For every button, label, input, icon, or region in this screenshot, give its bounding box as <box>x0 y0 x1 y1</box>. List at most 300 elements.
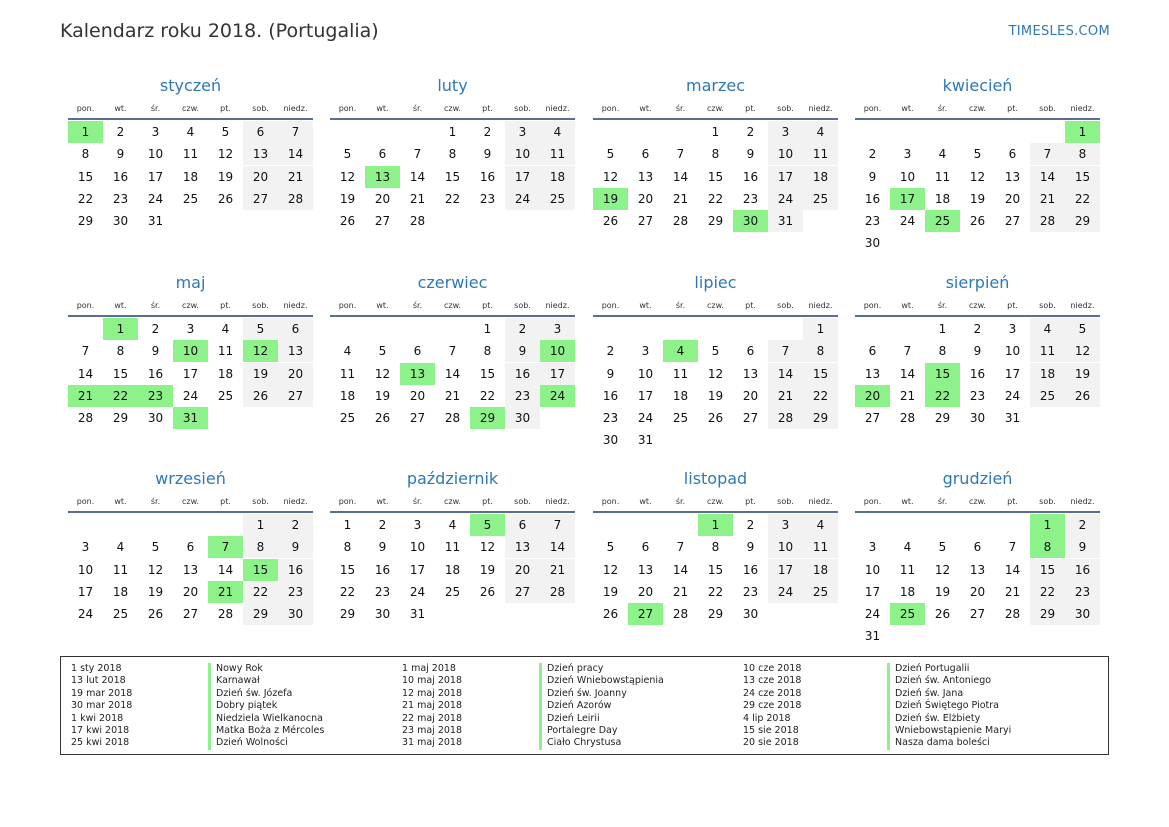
day-cell: 15 <box>707 562 724 577</box>
day-cell: 31 <box>864 629 881 644</box>
weekday-label: niedz. <box>1070 104 1095 113</box>
empty-cell <box>173 514 208 536</box>
legend-holiday-name: Dobry piątek <box>216 700 278 712</box>
day-cell: 16 <box>278 559 313 581</box>
day-cell: 2 <box>116 125 125 139</box>
day-cell: 11 <box>444 540 461 555</box>
month-name: listopad <box>683 469 748 488</box>
week-row <box>68 536 313 558</box>
day-cell: 1 <box>103 318 138 340</box>
day-cell: 8 <box>243 536 278 558</box>
day-cell: 15 <box>803 363 838 385</box>
day-cell: 6 <box>505 514 540 536</box>
day-cell: 8 <box>483 344 492 359</box>
day-cell: 13 <box>969 562 986 577</box>
day-cell: 23 <box>112 191 129 206</box>
day-cell: 12 <box>147 562 164 577</box>
month-12 <box>855 465 1100 648</box>
day-cell: 19 <box>339 191 356 206</box>
weekday-label: pt. <box>482 497 493 506</box>
empty-cell <box>540 603 575 625</box>
day-cell: 24 <box>768 581 803 603</box>
day-cell: 23 <box>278 581 313 603</box>
weekday-label: śr. <box>675 301 686 310</box>
day-cell: 18 <box>672 388 689 403</box>
week-row <box>855 625 1100 647</box>
empty-cell <box>1030 625 1065 647</box>
weekday-label: czw. <box>182 497 199 506</box>
day-cell: 28 <box>1030 210 1065 232</box>
day-cell: 3 <box>186 322 195 336</box>
month-7 <box>593 269 838 452</box>
month-name: styczeń <box>159 76 222 95</box>
weekday-label: śr. <box>412 497 423 506</box>
empty-cell <box>890 625 925 647</box>
day-cell: 24 <box>1004 388 1021 403</box>
months-grid <box>68 72 1102 648</box>
empty-cell <box>435 210 470 232</box>
legend-names-col-3 <box>887 663 1011 750</box>
day-cell: 19 <box>707 388 724 403</box>
day-cell: 28 <box>1004 607 1021 622</box>
day-cell: 20 <box>969 584 986 599</box>
day-cell: 4 <box>803 121 838 143</box>
week-row <box>330 603 575 625</box>
day-cell: 10 <box>147 147 164 162</box>
day-cell: 2 <box>1065 514 1100 536</box>
day-cell: 23 <box>864 214 881 229</box>
empty-cell <box>435 318 470 340</box>
day-cell: 28 <box>672 607 689 622</box>
brand-link[interactable]: TIMESLES.COM <box>1008 24 1110 39</box>
day-cell: 1 <box>711 125 720 139</box>
day-cell: 1 <box>938 322 947 336</box>
legend-date: 4 lip 2018 <box>743 712 791 724</box>
legend-date: 12 maj 2018 <box>402 687 463 699</box>
day-cell: 10 <box>505 143 540 165</box>
week-row <box>855 581 1100 603</box>
day-grid <box>330 121 575 232</box>
legend-holiday-name: Karnawał <box>216 675 260 687</box>
empty-cell <box>890 121 925 143</box>
legend-date: 10 cze 2018 <box>743 663 802 674</box>
empty-cell <box>855 121 890 143</box>
month-name: wrzesień <box>155 469 226 488</box>
day-cell: 30 <box>278 603 313 625</box>
month-11 <box>593 465 838 625</box>
empty-cell <box>925 514 960 536</box>
day-cell: 22 <box>925 385 960 407</box>
week-row <box>593 363 838 385</box>
day-cell: 6 <box>641 540 650 555</box>
legend-dates-col-3 <box>743 663 801 750</box>
weekday-label: czw. <box>444 497 461 506</box>
weekday-label: pt. <box>745 497 756 506</box>
day-cell: 24 <box>409 584 426 599</box>
day-cell: 22 <box>243 581 278 603</box>
weekday-label: sob. <box>514 497 531 506</box>
empty-cell <box>138 514 173 536</box>
day-cell: 23 <box>505 385 540 407</box>
weekday-label: czw. <box>182 104 199 113</box>
legend-holiday-name: Dzień św. Józefa <box>216 687 293 699</box>
week-row <box>855 536 1100 558</box>
week-row <box>593 143 838 165</box>
empty-cell <box>330 318 365 340</box>
empty-cell <box>1030 232 1065 254</box>
legend-date: 31 maj 2018 <box>402 737 463 749</box>
day-cell: 25 <box>217 388 234 403</box>
day-cell: 18 <box>1030 363 1065 385</box>
page-title: Kalendarz roku 2018. (Portugalia) <box>60 20 379 42</box>
legend-date: 19 mar 2018 <box>71 687 133 699</box>
day-cell: 27 <box>637 214 654 229</box>
week-row <box>855 407 1100 429</box>
day-cell: 14 <box>768 363 803 385</box>
day-cell: 25 <box>803 581 838 603</box>
day-cell: 17 <box>1004 366 1021 381</box>
day-cell: 16 <box>742 169 759 184</box>
legend-date: 20 sie 2018 <box>743 737 799 749</box>
day-cell: 11 <box>899 562 916 577</box>
week-row <box>855 232 1100 254</box>
day-cell: 16 <box>112 169 129 184</box>
legend-date: 24 cze 2018 <box>743 687 802 699</box>
month-name: czerwiec <box>417 273 488 292</box>
day-cell: 15 <box>77 169 94 184</box>
day-cell: 19 <box>969 191 986 206</box>
day-cell: 2 <box>746 518 755 532</box>
weekday-label: wt. <box>114 104 127 113</box>
week-row <box>68 121 313 143</box>
legend-holiday-name: Matka Boża z Mércoles <box>216 725 325 737</box>
empty-cell <box>365 318 400 340</box>
legend-holiday-name: Dzień Azorów <box>547 700 612 712</box>
day-cell: 19 <box>243 363 278 385</box>
day-cell: 6 <box>1008 147 1017 162</box>
empty-cell <box>768 429 803 451</box>
month-name: październik <box>406 469 499 488</box>
month-name: lipiec <box>694 273 737 292</box>
day-cell: 14 <box>899 366 916 381</box>
week-row <box>855 143 1100 165</box>
legend-holiday-name: Dzień św. Jana <box>895 687 964 699</box>
day-cell: 7 <box>1008 540 1017 555</box>
month-3 <box>593 72 838 232</box>
weekday-label: niedz. <box>545 301 570 310</box>
empty-cell <box>68 514 103 536</box>
day-cell: 12 <box>479 540 496 555</box>
day-cell: 5 <box>606 540 615 555</box>
day-cell: 26 <box>374 411 391 426</box>
legend-dates-col-1 <box>71 663 132 750</box>
legend-holiday-name: Dzień św. Antoniego <box>895 675 992 687</box>
day-cell: 5 <box>221 125 230 139</box>
day-cell: 14 <box>672 562 689 577</box>
day-cell: 21 <box>1004 584 1021 599</box>
weekday-label: pt. <box>745 301 756 310</box>
empty-cell <box>593 121 628 143</box>
month-name: maj <box>175 273 206 292</box>
day-cell: 3 <box>768 514 803 536</box>
month-name: grudzień <box>942 469 1013 488</box>
day-cell: 28 <box>540 581 575 603</box>
day-cell: 29 <box>934 411 951 426</box>
day-cell: 11 <box>934 169 951 184</box>
day-cell: 3 <box>903 147 912 162</box>
week-row <box>593 559 838 581</box>
day-cell: 12 <box>217 147 234 162</box>
day-cell: 22 <box>479 388 496 403</box>
day-cell: 14 <box>1004 562 1021 577</box>
empty-cell <box>698 429 733 451</box>
legend-date: 1 sty 2018 <box>71 663 122 674</box>
day-cell: 5 <box>938 540 947 555</box>
day-cell: 29 <box>803 407 838 429</box>
empty-cell <box>593 318 628 340</box>
week-row <box>593 385 838 407</box>
weekday-label: pt. <box>482 104 493 113</box>
day-cell: 27 <box>243 188 278 210</box>
empty-cell <box>663 514 698 536</box>
day-cell: 15 <box>479 366 496 381</box>
day-cell: 8 <box>448 147 457 162</box>
day-cell: 4 <box>221 322 230 336</box>
day-cell: 10 <box>540 340 575 362</box>
weekday-label: wt. <box>114 301 127 310</box>
weekday-label: śr. <box>412 104 423 113</box>
weekday-header <box>593 297 838 317</box>
day-cell: 27 <box>409 411 426 426</box>
week-row <box>855 121 1100 143</box>
month-name: sierpień <box>945 273 1010 292</box>
weekday-label: sob. <box>252 104 269 113</box>
day-cell: 17 <box>409 562 426 577</box>
empty-cell <box>540 407 575 429</box>
day-cell: 13 <box>182 562 199 577</box>
weekday-label: pon. <box>338 301 357 310</box>
day-cell: 7 <box>81 344 90 359</box>
day-cell: 4 <box>116 540 125 555</box>
week-row <box>68 340 313 362</box>
day-cell: 30 <box>1065 603 1100 625</box>
month-1 <box>68 72 313 232</box>
week-row <box>593 188 838 210</box>
week-row <box>593 514 838 536</box>
day-cell: 19 <box>374 388 391 403</box>
weekday-label: niedz. <box>808 104 833 113</box>
day-cell: 29 <box>77 214 94 229</box>
day-cell: 21 <box>68 385 103 407</box>
week-row <box>855 385 1100 407</box>
weekday-label: wt. <box>639 301 652 310</box>
day-cell: 31 <box>637 433 654 448</box>
day-cell: 18 <box>803 166 838 188</box>
week-row <box>330 581 575 603</box>
month-4 <box>855 72 1100 255</box>
day-cell: 3 <box>1008 322 1017 336</box>
empty-cell <box>663 318 698 340</box>
week-row <box>855 188 1100 210</box>
weekday-label: pt. <box>1007 301 1018 310</box>
weekday-label: sob. <box>514 301 531 310</box>
day-cell: 20 <box>409 388 426 403</box>
day-cell: 25 <box>540 188 575 210</box>
day-cell: 27 <box>182 607 199 622</box>
day-cell: 27 <box>505 581 540 603</box>
legend-date: 10 maj 2018 <box>402 675 463 687</box>
month-name: luty <box>437 76 468 95</box>
day-cell: 27 <box>742 411 759 426</box>
day-cell: 3 <box>505 121 540 143</box>
weekday-label: pt. <box>1007 104 1018 113</box>
legend-date: 30 mar 2018 <box>71 700 133 712</box>
day-cell: 9 <box>116 147 125 162</box>
week-row <box>855 514 1100 536</box>
weekday-header <box>330 493 575 513</box>
empty-cell <box>1065 625 1100 647</box>
empty-cell <box>925 121 960 143</box>
day-cell: 18 <box>803 559 838 581</box>
empty-cell <box>243 407 278 429</box>
day-cell: 2 <box>746 125 755 139</box>
day-cell: 4 <box>903 540 912 555</box>
day-cell: 14 <box>672 169 689 184</box>
weekday-label: sob. <box>1039 104 1056 113</box>
empty-cell <box>855 514 890 536</box>
month-name: kwiecień <box>942 76 1013 95</box>
weekday-header <box>68 493 313 513</box>
day-cell: 15 <box>925 363 960 385</box>
day-cell: 4 <box>540 121 575 143</box>
day-grid <box>68 121 313 232</box>
day-cell: 10 <box>1004 344 1021 359</box>
day-cell: 7 <box>413 147 422 162</box>
day-cell: 2 <box>483 125 492 139</box>
day-cell: 3 <box>768 121 803 143</box>
week-row <box>68 407 313 429</box>
day-cell: 21 <box>899 388 916 403</box>
day-cell: 19 <box>593 188 628 210</box>
day-cell: 21 <box>278 166 313 188</box>
legend-names-col-2 <box>539 663 664 750</box>
day-cell: 3 <box>413 518 422 532</box>
legend-holiday-name: Dzień Świętego Piotra <box>895 700 999 712</box>
legend-holiday-name: Dzień św. Elżbiety <box>895 712 981 724</box>
weekday-label: pt. <box>745 104 756 113</box>
week-row <box>855 603 1100 625</box>
day-cell: 30 <box>742 607 759 622</box>
weekday-label: sob. <box>777 301 794 310</box>
day-cell: 28 <box>444 411 461 426</box>
weekday-label: pt. <box>220 301 231 310</box>
day-cell: 6 <box>973 540 982 555</box>
day-cell: 30 <box>505 407 540 429</box>
day-cell: 31 <box>173 407 208 429</box>
weekday-label: pon. <box>863 301 882 310</box>
day-cell: 30 <box>374 607 391 622</box>
day-cell: 27 <box>628 603 663 625</box>
week-row <box>593 210 838 232</box>
weekday-label: pt. <box>220 104 231 113</box>
weekday-label: niedz. <box>1070 301 1095 310</box>
week-row <box>593 121 838 143</box>
day-cell: 23 <box>742 584 759 599</box>
day-cell: 18 <box>540 166 575 188</box>
day-cell: 21 <box>768 385 803 407</box>
week-row <box>330 385 575 407</box>
day-cell: 28 <box>899 411 916 426</box>
day-cell: 17 <box>637 388 654 403</box>
day-cell: 25 <box>112 607 129 622</box>
day-cell: 4 <box>186 125 195 139</box>
empty-cell <box>505 210 540 232</box>
day-cell: 7 <box>1030 143 1065 165</box>
day-cell: 3 <box>81 540 90 555</box>
legend-names-col-1 <box>208 663 324 750</box>
day-cell: 5 <box>378 344 387 359</box>
month-2 <box>330 72 575 232</box>
day-cell: 10 <box>899 169 916 184</box>
day-cell: 28 <box>409 214 426 229</box>
day-cell: 14 <box>278 143 313 165</box>
day-cell: 25 <box>1030 385 1065 407</box>
day-cell: 29 <box>1030 603 1065 625</box>
day-cell: 23 <box>969 388 986 403</box>
legend-holiday-name: Portalegre Day <box>547 725 618 737</box>
weekday-label: niedz. <box>545 104 570 113</box>
day-grid <box>593 121 838 232</box>
week-row <box>330 536 575 558</box>
empty-cell <box>278 407 313 429</box>
day-cell: 24 <box>182 388 199 403</box>
weekday-label: czw. <box>707 497 724 506</box>
empty-cell <box>663 121 698 143</box>
weekday-label: czw. <box>182 301 199 310</box>
week-row <box>855 318 1100 340</box>
day-cell: 24 <box>505 188 540 210</box>
legend-holiday-name: Nowy Rok <box>216 663 263 674</box>
empty-cell <box>925 625 960 647</box>
day-cell: 1 <box>343 518 352 532</box>
legend-holiday-name: Ciało Chrystusa <box>547 737 622 749</box>
weekday-label: sob. <box>252 497 269 506</box>
week-row <box>855 363 1100 385</box>
empty-cell <box>995 232 1030 254</box>
day-cell: 26 <box>602 607 619 622</box>
weekday-label: wt. <box>376 301 389 310</box>
weekday-label: sob. <box>252 301 269 310</box>
day-cell: 4 <box>343 344 352 359</box>
weekday-label: pon. <box>338 104 357 113</box>
day-cell: 28 <box>217 607 234 622</box>
weekday-label: niedz. <box>283 497 308 506</box>
day-cell: 24 <box>637 411 654 426</box>
day-cell: 13 <box>243 143 278 165</box>
day-cell: 13 <box>637 562 654 577</box>
day-cell: 6 <box>746 344 755 359</box>
day-cell: 12 <box>602 169 619 184</box>
day-cell: 11 <box>803 536 838 558</box>
weekday-label: pon. <box>601 104 620 113</box>
empty-cell <box>663 429 698 451</box>
legend-holiday-name: Dzień pracy <box>547 663 604 674</box>
day-cell: 21 <box>208 581 243 603</box>
day-cell: 13 <box>365 166 400 188</box>
day-cell: 28 <box>278 188 313 210</box>
day-cell: 20 <box>637 191 654 206</box>
weekday-header <box>855 297 1100 317</box>
